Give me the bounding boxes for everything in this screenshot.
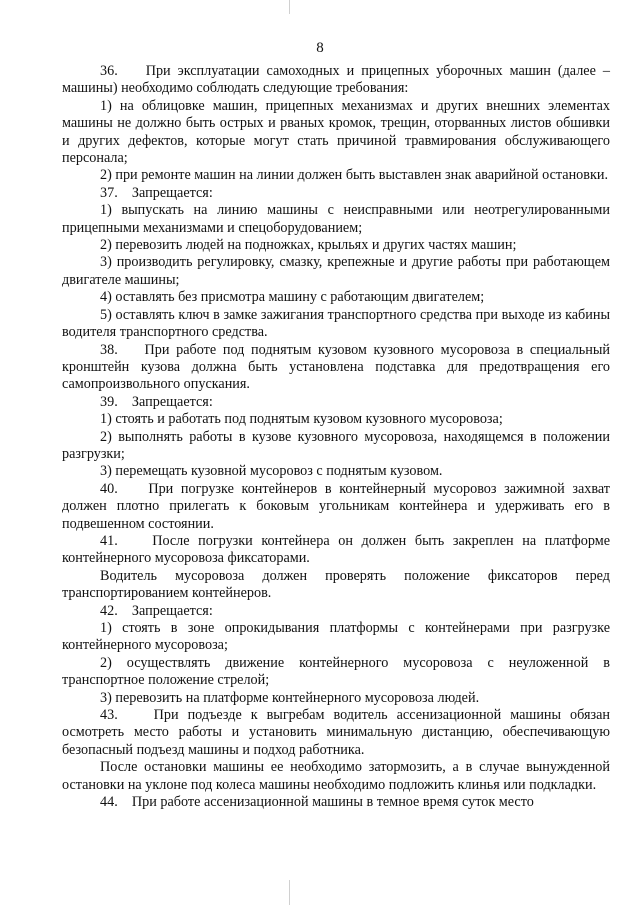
page-number: 8 xyxy=(316,40,324,56)
paragraph: 5) оставлять ключ в замке зажигания транспортного средства при выходе из кабины водителя транспортного средства. xyxy=(62,306,610,341)
paragraph: 37. Запрещается: xyxy=(100,184,213,201)
paragraph: 43. При подъезде к выгребам водитель ассенизационной машины обязан осмотреть место работы и установить минимальную дистанцию, обеспечивающую безопасный подъезд машины и подход работника. xyxy=(62,707,610,758)
paragraph: 1) на облицовке машин, прицепных механизмах и других внешних элементах машины не должно быть острых и рваных кромок, трещин, оторванных листов обшивки и других дефектов, которые могут стать причиной травмирования обслуживающего персонала; xyxy=(62,97,610,167)
paragraph: 4) оставлять без присмотра машину с работающим двигателем; xyxy=(100,289,485,306)
paragraph: 39. Запрещается: xyxy=(100,393,213,410)
paragraph: 2) при ремонте машин на линии должен быть выставлен знак аварийной остановки. xyxy=(100,167,608,184)
paragraph: 2) осуществлять движение контейнерного мусоровоза с неуложенной в транспортное положение стрелой; xyxy=(62,654,610,689)
paragraph: 1) стоять в зоне опрокидывания платформы с контейнерами при разгрузке контейнерного мусоровоза; xyxy=(62,620,610,654)
paragraph: 42. Запрещается: xyxy=(100,602,213,619)
paragraph: 2) выполнять работы в кузове кузовного мусоровоза, находящемся в положении разгрузки; xyxy=(62,428,610,462)
paragraph: 3) перемещать кузовной мусоровоз с поднятым кузовом. xyxy=(100,463,443,480)
paragraph: 41. После погрузки контейнера он должен быть закреплен на платформе контейнерного мусоровоза фиксаторами. xyxy=(62,532,610,567)
paragraph: 3) производить регулировку, смазку, крепежные и другие работы при работающем двигателе машины; xyxy=(62,254,610,288)
scan-mark-top xyxy=(289,0,290,14)
paragraph: 2) перевозить людей на подножках, крыльях и других частях машин; xyxy=(100,237,517,254)
paragraph: 3) перевозить на платформе контейнерного мусоровоза людей. xyxy=(100,689,480,706)
paragraph: 1) стоять и работать под поднятым кузовом кузовного мусоровоза; xyxy=(100,411,503,428)
document-body xyxy=(62,63,610,811)
paragraph: 38. При работе под поднятым кузовом кузовного мусоровоза в специальный кронштейн кузова должна быть установлена подставка для предотвращения его самопроизвольного опускания. xyxy=(62,341,610,393)
paragraph: После остановки машины ее необходимо затормозить, а в случае вынужденной остановки на уклоне под колеса машины необходимо подложить клинья или подкладки. xyxy=(62,759,610,793)
paragraph: 40. При погрузке контейнеров в контейнерный мусоровоз зажимной захват должен плотно прилегать к боковым угольникам контейнера и удерживать его в подвешенном состоянии. xyxy=(62,480,610,532)
paragraph: 36. При эксплуатации самоходных и прицепных уборочных машин (далее – машины) необходимо соблюдать следующие требования: xyxy=(62,63,610,97)
paragraph: 44. При работе ассенизационной машины в темное время суток место xyxy=(100,794,534,811)
scan-mark-bottom xyxy=(289,880,290,905)
paragraph: Водитель мусоровоза должен проверять положение фиксаторов перед транспортированием контейнеров. xyxy=(62,567,610,602)
paragraph: 1) выпускать на линию машины с неисправными или неотрегулированными прицепными механизмами и спецоборудованием; xyxy=(62,202,610,236)
